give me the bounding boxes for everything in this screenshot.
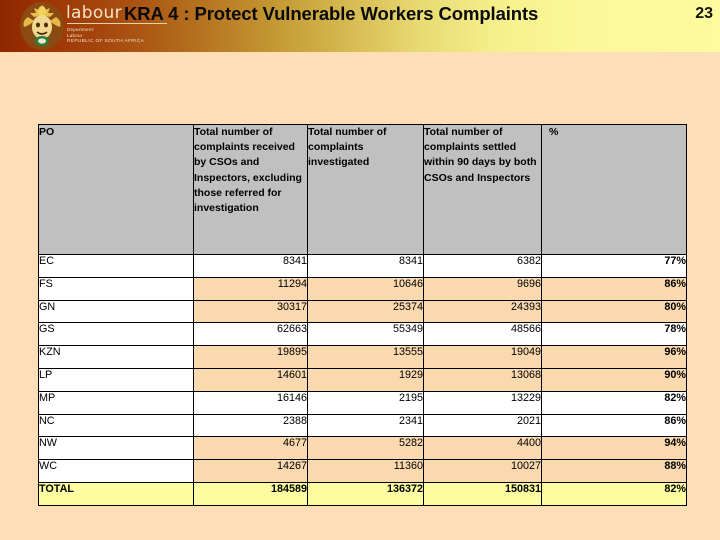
cell-po: TOTAL [39,482,194,505]
cell-percent: 80% [542,300,687,323]
cell-po: GN [39,300,194,323]
table-row [39,277,687,300]
table-body [39,255,687,506]
cell-investigated: 2195 [308,391,424,414]
cell-settled: 150831 [424,482,542,505]
cell-percent: 78% [542,323,687,346]
table-header [39,125,687,255]
page-number: 23 [695,5,713,22]
cell-percent: 77% [542,255,687,278]
table-row [39,346,687,369]
cell-settled: 24393 [424,300,542,323]
cell-po: EC [39,255,194,278]
column-header-percent: % [542,125,687,255]
complaints-table [38,124,687,506]
cell-settled: 9696 [424,277,542,300]
cell-received: 8341 [194,255,308,278]
page-title: KRA 4 : Protect Vulnerable Workers Complaints [124,3,539,24]
complaints-table-container [38,124,686,506]
cell-percent: 90% [542,368,687,391]
cell-received: 62663 [194,323,308,346]
cell-settled: 13068 [424,368,542,391]
cell-settled: 4400 [424,437,542,460]
cell-investigated: 11360 [308,460,424,483]
cell-percent: 94% [542,437,687,460]
cell-received: 14267 [194,460,308,483]
cell-settled: 6382 [424,255,542,278]
table-row [39,437,687,460]
cell-investigated: 13555 [308,346,424,369]
cell-settled: 19049 [424,346,542,369]
cell-percent: 82% [542,391,687,414]
cell-investigated: 55349 [308,323,424,346]
table-header-row [39,125,687,255]
column-header-received: Total number of complaints received by CSOs and Inspectors, excluding those referred for investigation [194,125,308,255]
cell-percent: 86% [542,277,687,300]
table-row [39,255,687,278]
cell-investigated: 136372 [308,482,424,505]
cell-percent: 88% [542,460,687,483]
cell-settled: 13229 [424,391,542,414]
cell-received: 11294 [194,277,308,300]
cell-investigated: 1929 [308,368,424,391]
column-header-settled: Total number of complaints settled within 90 days by both CSOs and Inspectors [424,125,542,255]
cell-received: 30317 [194,300,308,323]
logo-country-line: REPUBLIC OF SOUTH AFRICA [67,39,145,44]
cell-received: 4677 [194,437,308,460]
south-african-coat-of-arms-icon [18,1,66,51]
table-row [39,323,687,346]
cell-investigated: 25374 [308,300,424,323]
cell-percent: 86% [542,414,687,437]
cell-po: NW [39,437,194,460]
cell-po: MP [39,391,194,414]
column-header-investigated: Total number of complaints investigated [308,125,424,255]
cell-percent: 82% [542,482,687,505]
table-row [39,368,687,391]
cell-investigated: 8341 [308,255,424,278]
logo-wordmark: labour [66,3,122,23]
cell-settled: 2021 [424,414,542,437]
cell-po: WC [39,460,194,483]
cell-po: GS [39,323,194,346]
table-row [39,391,687,414]
logo-labour-line: Labour [67,33,83,38]
cell-received: 16146 [194,391,308,414]
table-row [39,414,687,437]
cell-received: 184589 [194,482,308,505]
slide-header-band [0,0,720,52]
cell-settled: 10027 [424,460,542,483]
cell-percent: 96% [542,346,687,369]
cell-received: 2388 [194,414,308,437]
cell-po: NC [39,414,194,437]
cell-investigated: 2341 [308,414,424,437]
table-row [39,460,687,483]
cell-settled: 48566 [424,323,542,346]
logo-department-line: Department: [67,27,95,32]
table-row [39,300,687,323]
cell-po: FS [39,277,194,300]
cell-po: LP [39,368,194,391]
cell-investigated: 10646 [308,277,424,300]
table-total-row [39,482,687,505]
cell-investigated: 5282 [308,437,424,460]
column-header-po: PO [39,125,194,255]
cell-received: 19895 [194,346,308,369]
cell-received: 14601 [194,368,308,391]
cell-po: KZN [39,346,194,369]
